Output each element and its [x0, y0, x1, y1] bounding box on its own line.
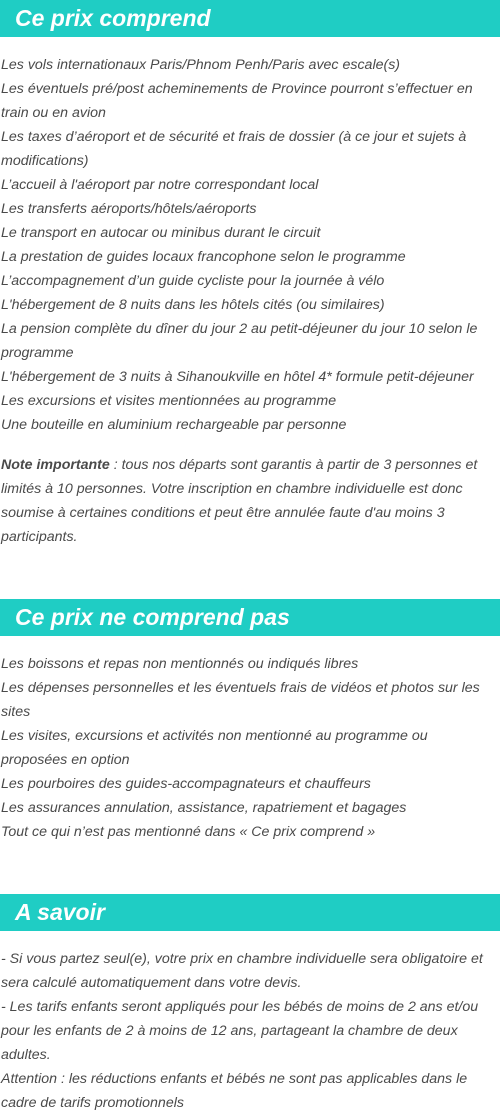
list-item: Le transport en autocar ou minibus durant le circuit [1, 225, 321, 241]
list-item: Les pourboires des guides-accompagnateurs et chauffeurs [1, 776, 371, 792]
not-included-list [0, 652, 500, 844]
a-savoir-content [0, 947, 500, 1115]
section-not-included-title: Ce prix ne comprend pas [0, 599, 500, 636]
a-savoir-line: - Si vous partez seul(e), votre prix en chambre individuelle sera obligatoire et sera calculé automatiquement dans votre devis. [1, 951, 483, 991]
list-item: L'hébergement de 3 nuits à Sihanoukville en hôtel 4* formule petit-déjeuner [1, 369, 474, 385]
section-not-included [0, 599, 500, 844]
included-list [0, 53, 500, 437]
list-item: L'hébergement de 8 nuits dans les hôtels cités (ou similaires) [1, 297, 385, 313]
list-item: Les boissons et repas non mentionnés ou indiqués libres [1, 656, 359, 672]
list-item: Les excursions et visites mentionnées au programme [1, 393, 337, 409]
list-item: Les éventuels pré/post acheminements de Province pourront s’effectuer en train ou en avion [1, 81, 473, 121]
important-note-text: : tous nos départs sont garantis à partir de 3 personnes et limités à 10 personnes. Votre inscription en chambre individuelle est donc soumise à certaines conditions et peut être annulée faute d'au moins 3 participants. [1, 457, 478, 545]
section-a-savoir-title: A savoir [0, 894, 500, 931]
important-note-label: Note importante [1, 457, 110, 473]
list-item: L’accompagnement d’un guide cycliste pour la journée à vélo [1, 273, 385, 289]
a-savoir-line: Attention : les réductions enfants et bébés ne sont pas applicables dans le cadre de tarifs promotionnels [1, 1071, 468, 1111]
important-note [0, 453, 500, 549]
list-item: L’accueil à l'aéroport par notre correspondant local [1, 177, 319, 193]
list-item: La prestation de guides locaux francophone selon le programme [1, 249, 406, 265]
section-included-title: Ce prix comprend [0, 0, 500, 37]
list-item: Les transferts aéroports/hôtels/aéroports [1, 201, 257, 217]
list-item: La pension complète du dîner du jour 2 au petit-déjeuner du jour 10 selon le programme [1, 321, 478, 361]
list-item: Les visites, excursions et activités non mentionné au programme ou proposées en option [1, 728, 428, 768]
list-item: Les assurances annulation, assistance, rapatriement et bagages [1, 800, 407, 816]
list-item: Les taxes d’aéroport et de sécurité et frais de dossier (à ce jour et sujets à modifications) [1, 129, 467, 169]
section-a-savoir [0, 894, 500, 1115]
list-item: Tout ce qui n’est pas mentionné dans « Ce prix comprend » [1, 824, 376, 840]
section-included [0, 0, 500, 549]
list-item: Les dépenses personnelles et les éventuels frais de vidéos et photos sur les sites [1, 680, 480, 720]
list-item: Les vols internationaux Paris/Phnom Penh/Paris avec escale(s) [1, 57, 401, 73]
a-savoir-line: - Les tarifs enfants seront appliqués pour les bébés de moins de 2 ans et/ou pour les enfants de 2 à moins de 12 ans, partageant la chambre de deux adultes. [1, 999, 479, 1063]
list-item: Une bouteille en aluminium rechargeable par personne [1, 417, 347, 433]
